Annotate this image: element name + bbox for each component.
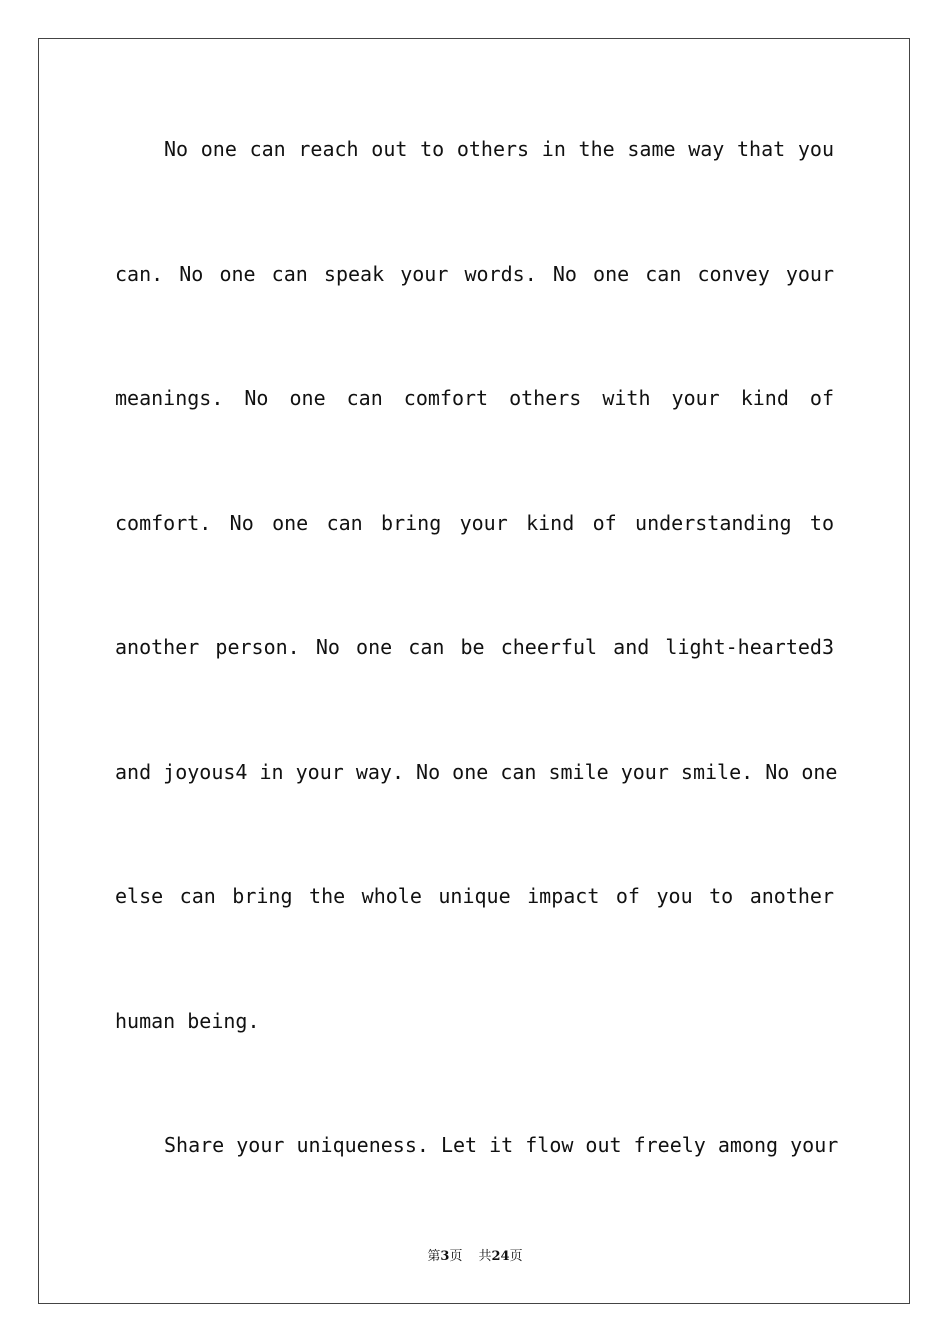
- paragraph-line: comfort. No one can bring your kind of understanding to: [115, 511, 834, 535]
- paragraph-line: human being.: [115, 1009, 260, 1033]
- page-footer: [0, 1248, 950, 1266]
- paragraph-line: No one can reach out to others in the same way that you: [164, 137, 834, 161]
- page-border: [38, 38, 910, 1304]
- page-number: 3: [440, 1249, 450, 1264]
- total-prefix: 共: [478, 1249, 492, 1264]
- paragraph-line: and joyous4 in your way. No one can smile your smile. No one: [115, 760, 838, 784]
- total-suffix: 页: [509, 1249, 523, 1264]
- page-total: 24: [491, 1249, 510, 1264]
- paragraph-line: meanings. No one can comfort others with your kind of: [115, 386, 834, 410]
- paragraph-line: another person. No one can be cheerful and light-hearted3: [115, 635, 834, 659]
- paragraph-line: Share your uniqueness. Let it flow out freely among your: [164, 1133, 839, 1157]
- page-prefix: 第: [427, 1249, 441, 1264]
- page-suffix: 页: [449, 1249, 463, 1264]
- paragraph-line: can. No one can speak your words. No one can convey your: [115, 262, 834, 286]
- paragraph-line: else can bring the whole unique impact of you to another: [115, 884, 834, 908]
